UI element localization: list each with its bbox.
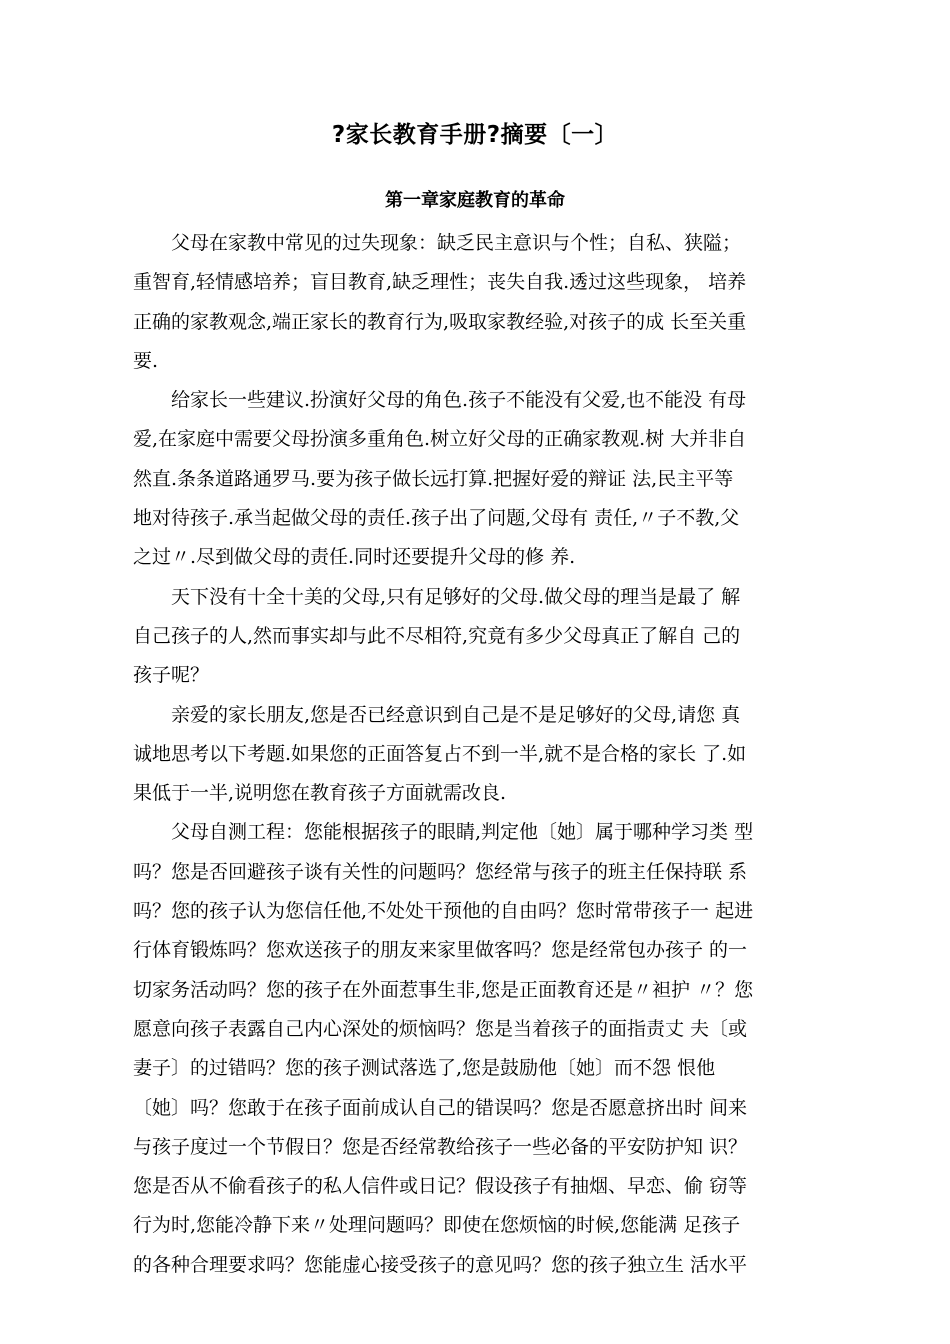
text-line: 亲爱的家长朋友,您是否已经意识到自己是不是足够好的父母,请您 真 (171, 703, 741, 726)
paragraph-self-test (133, 813, 808, 1285)
paragraph-good-enough-parents (133, 578, 808, 696)
text-line: 正确的家教观念,端正家长的教育行为,吸取家教经验,对孩子的成 长至关重 (133, 310, 747, 333)
text-line: 要. (133, 349, 159, 372)
text-line: 自己孩子的人,然而事实却与此不尽相符,究竟有多少父母真正了解自 己的 (133, 624, 741, 647)
text-line: 果低于一半,说明您在教育孩子方面就需改良. (133, 782, 507, 805)
chapter-title: 第一章家庭教育的革命 (385, 190, 565, 211)
text-line: 孩子呢？ (133, 664, 210, 687)
text-line: 重智育,轻情感培养；盲目教育,缺乏理性；丧失自我.透过这些现象， 培养 (133, 271, 747, 294)
text-line: 妻子〕的过错吗？您的孩子测试落选了,您是鼓励他〔她〕而不怨 恨他 (133, 1057, 716, 1080)
text-line: 诚地思考以下考题.如果您的正面答复占不到一半,就不是合格的家长 了.如 (133, 742, 747, 765)
text-line: 地对待孩子.承当起做父母的责任.孩子出了问题,父母有 责任,〃子不教,父 (133, 507, 740, 530)
text-line: 吗？您是否回避孩子谈有关性的问题吗？您经常与孩子的班主任保持联 系 (133, 860, 748, 883)
text-line: 吗？您的孩子认为您信任他,不处处干预他的自由吗？您时常带孩子一 起进 (133, 900, 754, 923)
text-line: 然直.条条道路通罗马.要为孩子做长远打算.把握好爱的辩证 法,民主平等 (133, 467, 734, 490)
text-line: 与孩子度过一个节假日？您是否经常教给孩子一些必备的平安防护知 识？ (133, 1135, 748, 1158)
text-line: 天下没有十全十美的父母,只有足够好的父母.做父母的理当是最了 解 (171, 585, 741, 608)
text-line: 您是否从不偷看孩子的私人信件或日记？假设孩子有抽烟、早恋、偷 窃等 (133, 1175, 748, 1198)
paragraph-suggestions (133, 381, 808, 577)
text-line: 给家长一些建议.扮演好父母的角色.孩子不能没有父爱,也不能没 有母 (171, 389, 747, 412)
text-line: 〔她〕吗？您敢于在孩子面前成认自己的错误吗？您是否愿意挤出时 间来 (133, 1096, 748, 1119)
text-line: 行为时,您能冷静下来〃处理问题吗？即使在您烦恼的时候,您能满 足孩子 (133, 1214, 741, 1237)
text-line: 之过〃.尽到做父母的责任.同时还要提升父母的修 养. (133, 546, 576, 569)
document-title: ?家长教育手册?摘要〔一〕 (331, 122, 619, 148)
text-line: 愿意向孩子表露自己内心深处的烦恼吗？您是当着孩子的面指责丈 夫〔或 (133, 1017, 748, 1040)
paragraph-common-faults (133, 224, 808, 381)
text-line: 父母在家教中常见的过失现象：缺乏民主意识与个性；自私、狭隘； (171, 232, 742, 254)
paragraph-self-reflection (133, 696, 808, 814)
text-line: 行体育锻炼吗？您欢送孩子的朋友来家里做客吗？您是经常包办孩子 的一 (133, 939, 748, 962)
text-line: 父母自测工程：您能根据孩子的眼睛,判定他〔她〕属于哪种学习类 型 (171, 821, 754, 844)
text-line: 爱,在家庭中需要父母扮演多重角色.树立好父母的正确家教观.树 大并非自 (133, 428, 747, 451)
text-line: 切家务活动吗？您的孩子在外面惹事生非,您是正面教育还是〃袒护 〃？您 (133, 978, 754, 1001)
document-body (133, 224, 808, 1285)
text-line: 的各种合理要求吗？您能虚心接受孩子的意见吗？您的孩子独立生 活水平 (133, 1253, 748, 1276)
